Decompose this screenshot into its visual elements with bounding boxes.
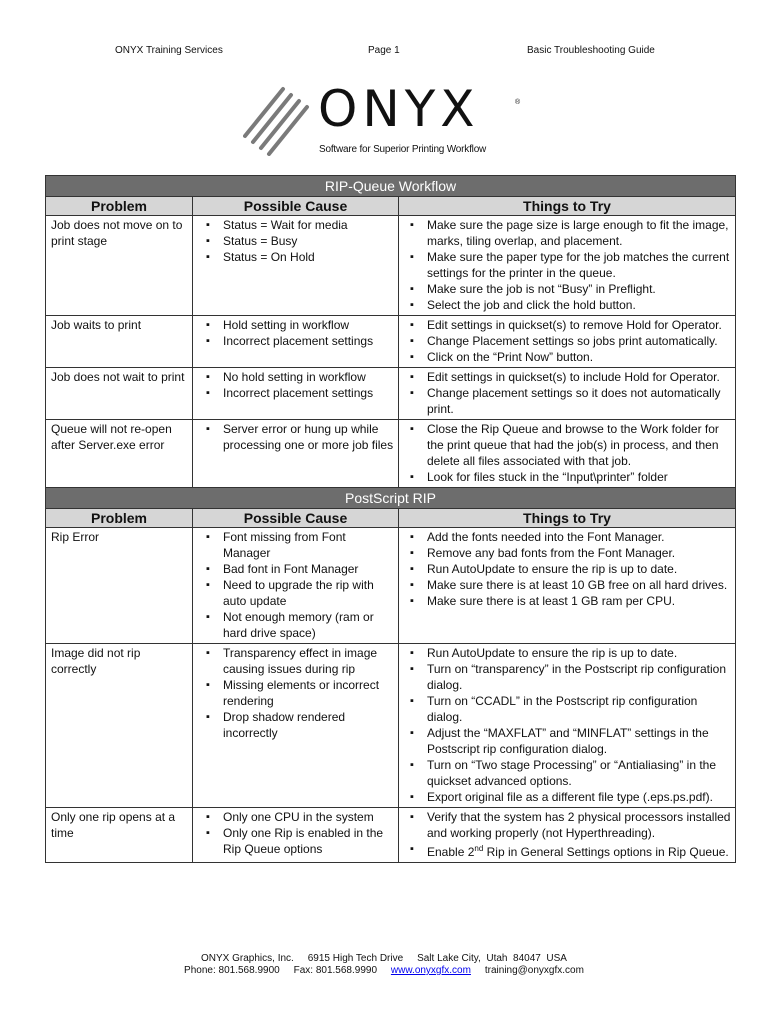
things-item: ▪ Make sure there is at least 10 GB free on all hard drives. (427, 577, 731, 593)
cause-cell (193, 316, 399, 368)
things-item: ▪ Turn on “Two stage Processing” or “Antialiasing” in the quickset advanced options. (427, 757, 731, 789)
cause-list (193, 217, 398, 265)
problem-cell: Rip Error (46, 528, 193, 644)
things-cell (399, 216, 736, 316)
cause-item: ▪ Font missing from Font Manager (223, 529, 394, 561)
things-item: ▪ Close the Rip Queue and browse to the Work folder for the print queue that had the job(s) in process, and then delete all files associated with that job. (427, 421, 731, 469)
things-cell (399, 316, 736, 368)
table-row (46, 420, 736, 488)
things-item: ▪ Select the job and click the hold button. (427, 297, 731, 313)
things-cell (399, 644, 736, 808)
cause-item: ▪ Only one Rip is enabled in the Rip Queue options (223, 825, 394, 857)
section-title: RIP-Queue Workflow (46, 176, 736, 197)
table-row (46, 808, 736, 863)
cause-item: ▪ Only one CPU in the system (223, 809, 394, 825)
cause-list (193, 317, 398, 349)
table-row (46, 644, 736, 808)
cause-item: ▪ No hold setting in workflow (223, 369, 394, 385)
cause-item: ▪ Hold setting in workflow (223, 317, 394, 333)
column-header-row (46, 509, 736, 528)
cause-item: ▪ Transparency effect in image causing issues during rip (223, 645, 394, 677)
cause-cell (193, 644, 399, 808)
things-item: ▪ Verify that the system has 2 physical processors installed and working properly (not Hyperthreading). (427, 809, 731, 841)
things-item: ▪ Edit settings in quickset(s) to include Hold for Operator. (427, 369, 731, 385)
onyx-logo (243, 80, 528, 161)
section-title-row (46, 176, 736, 197)
table-row (46, 316, 736, 368)
cause-item: ▪ Incorrect placement settings (223, 385, 394, 401)
things-cell (399, 528, 736, 644)
things-item: ▪ Click on the “Print Now” button. (427, 349, 731, 365)
things-item: ▪ Run AutoUpdate to ensure the rip is up to date. (427, 645, 731, 661)
things-list (399, 217, 735, 313)
cause-item: ▪ Status = Busy (223, 233, 394, 249)
problem-cell: Queue will not re-open after Server.exe error (46, 420, 193, 488)
cause-column-header: Possible Cause (193, 197, 399, 216)
footer-city: Salt Lake City, Utah 84047 USA (417, 953, 567, 964)
problem-column-header: Problem (46, 509, 193, 528)
cause-item: ▪ Bad font in Font Manager (223, 561, 394, 577)
things-list (399, 369, 735, 417)
things-item: ▪ Make sure the job is not “Busy” in Preflight. (427, 281, 731, 297)
logo-stripes-icon (243, 86, 313, 156)
cause-cell (193, 368, 399, 420)
footer-address (0, 953, 768, 964)
cause-item: ▪ Drop shadow rendered incorrectly (223, 709, 394, 741)
problem-cell: Job does not wait to print (46, 368, 193, 420)
cause-item: ▪ Missing elements or incorrect rendering (223, 677, 394, 709)
cause-cell (193, 528, 399, 644)
cause-list (193, 421, 398, 453)
page-number: Page 1 (368, 45, 400, 56)
things-item: ▪ Turn on “transparency” in the Postscript rip configuration dialog. (427, 661, 731, 693)
cause-cell (193, 808, 399, 863)
things-cell (399, 420, 736, 488)
registered-mark: ® (515, 99, 521, 106)
table-row (46, 216, 736, 316)
section-title: PostScript RIP (46, 488, 736, 509)
column-header-row (46, 197, 736, 216)
things-column-header: Things to Try (399, 509, 736, 528)
footer-contact (0, 965, 768, 976)
cause-item: ▪ Status = Wait for media (223, 217, 394, 233)
table-row (46, 528, 736, 644)
section-title-row (46, 488, 736, 509)
things-item: ▪ Make sure the paper type for the job matches the current settings for the printer in the queue. (427, 249, 731, 281)
things-item: ▪ Enable 2nd Rip in General Settings options in Rip Queue. (427, 841, 731, 860)
header-left-text: ONYX Training Services (115, 45, 223, 56)
cause-item: ▪ Status = On Hold (223, 249, 394, 265)
ordinal-suffix: nd (474, 844, 484, 853)
things-item: ▪ Edit settings in quickset(s) to remove Hold for Operator. (427, 317, 731, 333)
cause-list (193, 529, 398, 641)
things-item: ▪ Make sure the page size is large enough to fit the image, marks, tiling overlap, and placement. (427, 217, 731, 249)
troubleshooting-table (45, 175, 736, 863)
cause-item: ▪ Incorrect placement settings (223, 333, 394, 349)
cause-list (193, 369, 398, 401)
problem-cell: Only one rip opens at a time (46, 808, 193, 863)
cause-cell (193, 420, 399, 488)
cause-list (193, 645, 398, 741)
footer-company: ONYX Graphics, Inc. (201, 953, 294, 964)
cause-column-header: Possible Cause (193, 509, 399, 528)
things-list (399, 645, 735, 805)
things-list (399, 421, 735, 485)
things-cell (399, 368, 736, 420)
things-item: ▪ Adjust the “MAXFLAT” and “MINFLAT” settings in the Postscript rip configuration dialog. (427, 725, 731, 757)
footer-street: 6915 High Tech Drive (307, 953, 404, 964)
things-list (399, 529, 735, 609)
problem-cell: Job does not move on to print stage (46, 216, 193, 316)
cause-item: ▪ Server error or hung up while processing one or more job files (223, 421, 394, 453)
cause-item: ▪ Need to upgrade the rip with auto update (223, 577, 394, 609)
footer-website-link[interactable]: www.onyxgfx.com (390, 965, 471, 976)
footer-email: training@onyxgfx.com (484, 965, 584, 976)
things-item: ▪ Change placement settings so it does not automatically print. (427, 385, 731, 417)
things-column-header: Things to Try (399, 197, 736, 216)
logo-wordmark: ONYX (318, 80, 480, 138)
things-item: ▪ Run AutoUpdate to ensure the rip is up to date. (427, 561, 731, 577)
things-item: ▪ Turn on “CCADL” in the Postscript rip configuration dialog. (427, 693, 731, 725)
things-item: ▪ Add the fonts needed into the Font Manager. (427, 529, 731, 545)
cause-cell (193, 216, 399, 316)
things-item: ▪ Export original file as a different file type (.eps.ps.pdf). (427, 789, 731, 805)
footer-phone: Phone: 801.568.9900 (184, 965, 280, 976)
table-row (46, 368, 736, 420)
cause-item: ▪ Not enough memory (ram or hard drive space) (223, 609, 394, 641)
footer-fax: Fax: 801.568.9990 (293, 965, 378, 976)
things-cell (399, 808, 736, 863)
problem-column-header: Problem (46, 197, 193, 216)
things-item: ▪ Remove any bad fonts from the Font Manager. (427, 545, 731, 561)
header-right-text: Basic Troubleshooting Guide (527, 45, 655, 56)
things-item: ▪ Look for files stuck in the “Input\printer” folder (427, 469, 731, 485)
things-item: ▪ Make sure there is at least 1 GB ram per CPU. (427, 593, 731, 609)
things-item: ▪ Change Placement settings so jobs print automatically. (427, 333, 731, 349)
logo-tagline: Software for Superior Printing Workflow (319, 144, 487, 155)
things-list (399, 317, 735, 365)
things-list (399, 809, 735, 860)
problem-cell: Job waits to print (46, 316, 193, 368)
cause-list (193, 809, 398, 857)
problem-cell: Image did not rip correctly (46, 644, 193, 808)
